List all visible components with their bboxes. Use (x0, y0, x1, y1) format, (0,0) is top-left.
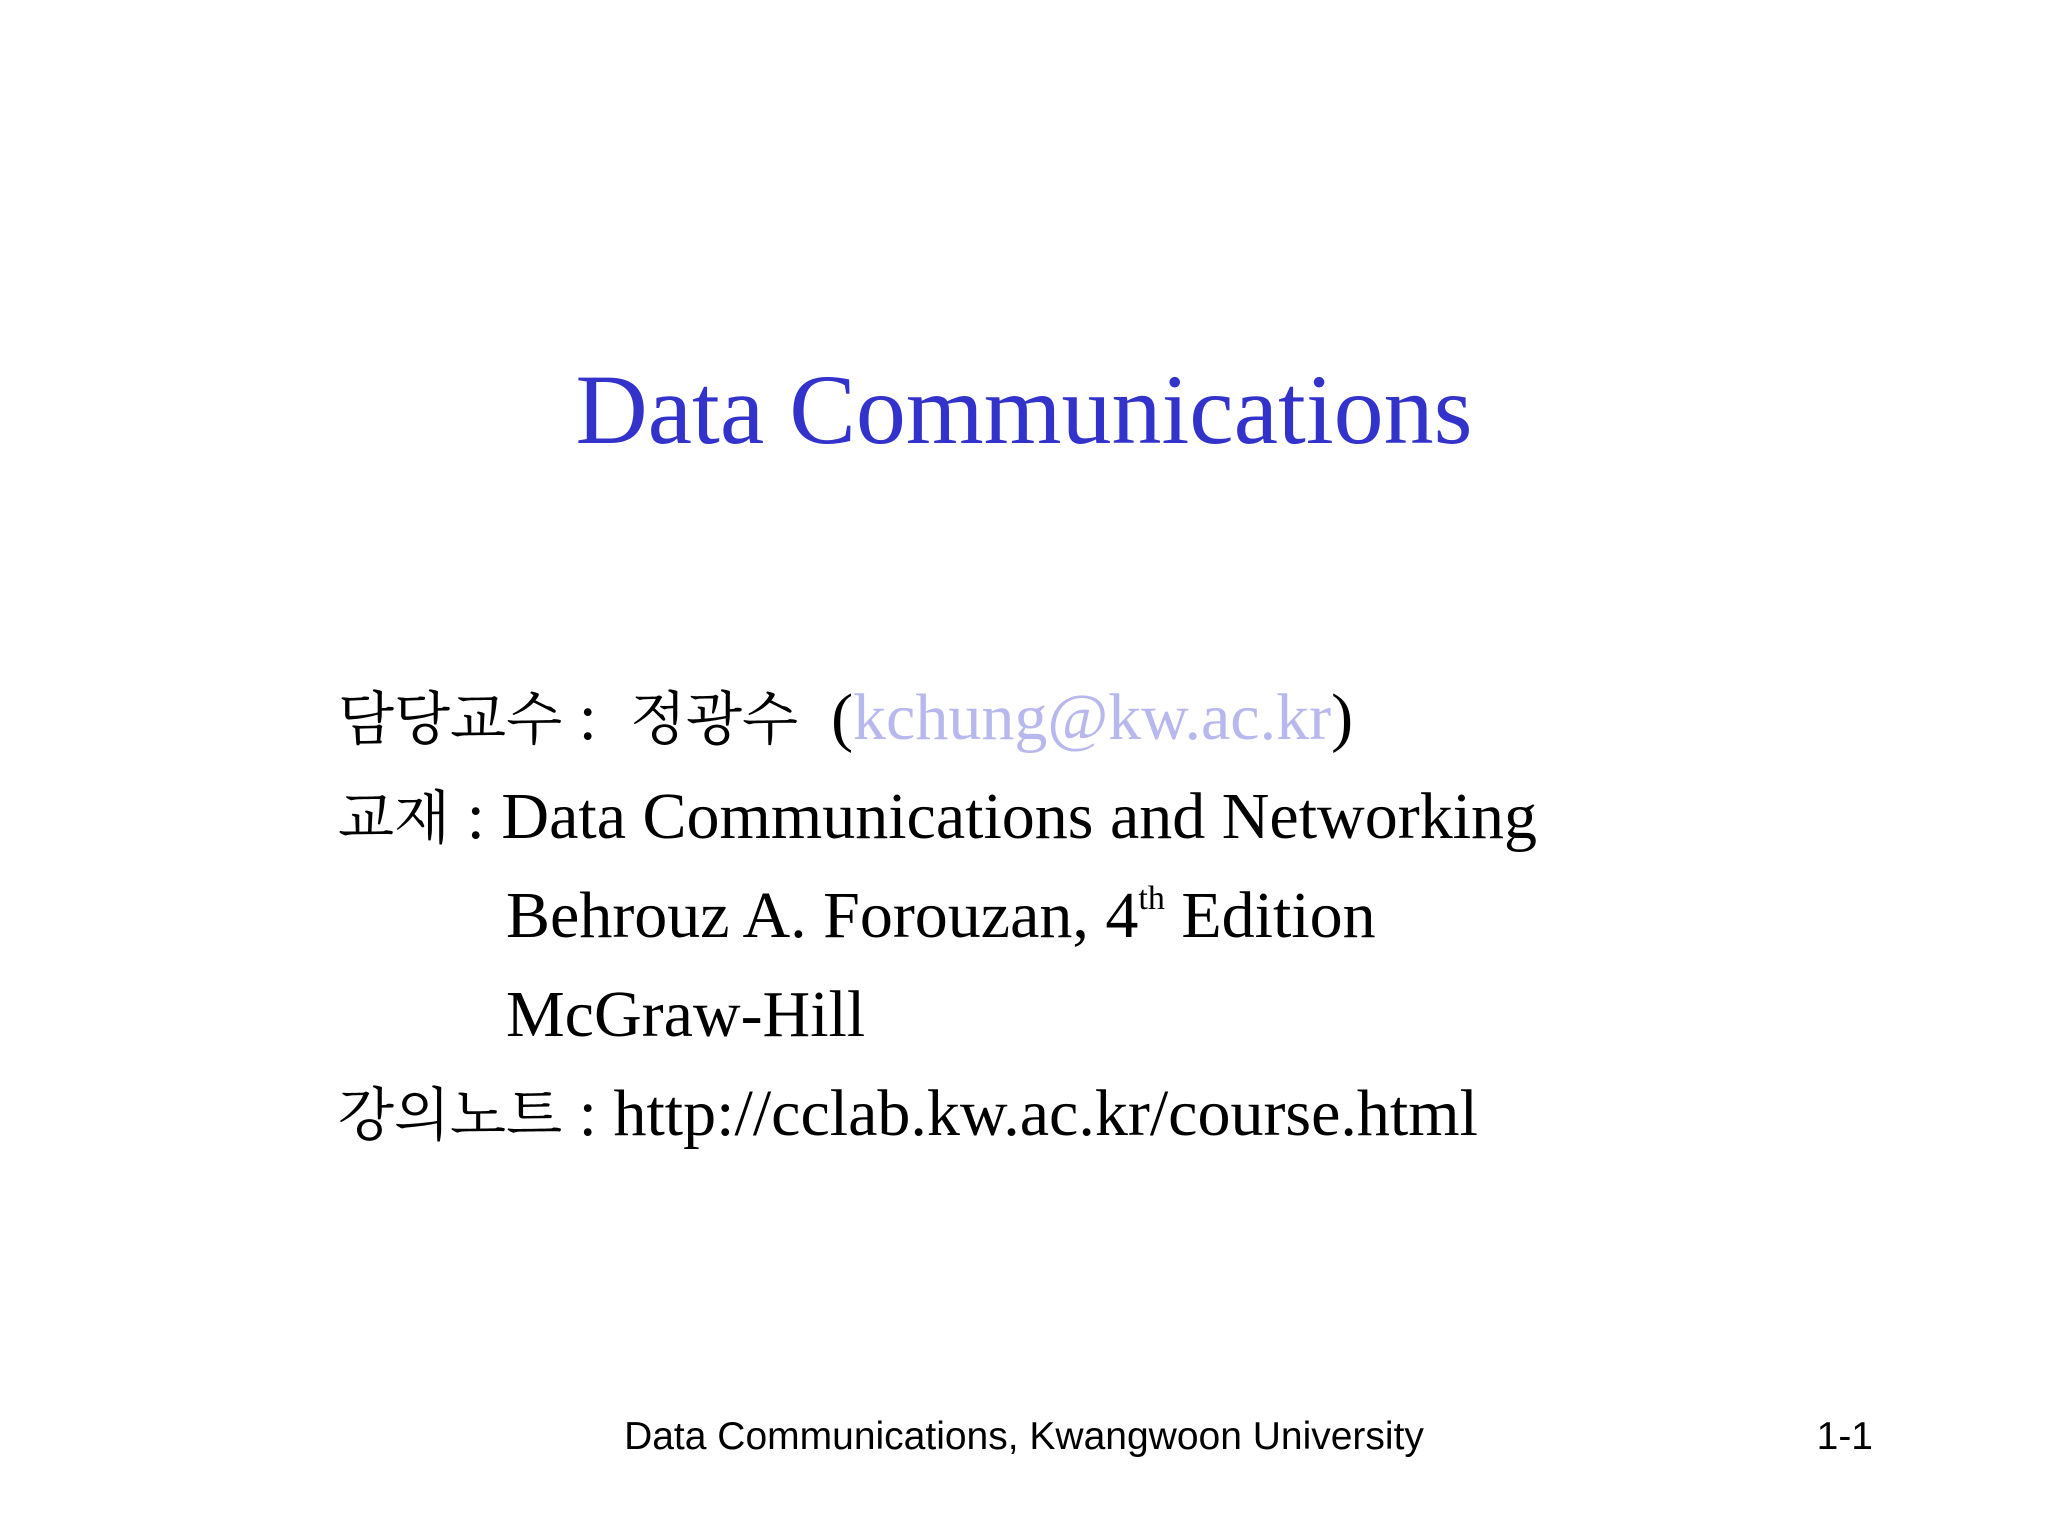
footer-caption: Data Communications, Kwangwoon University (624, 1415, 1424, 1458)
textbook-line (338, 767, 1838, 866)
slide-title: Data Communications (575, 354, 1473, 465)
email-close-paren: ) (1331, 681, 1354, 754)
textbook-publisher-line (338, 965, 1838, 1064)
lecture-notes-url[interactable]: http://cclab.kw.ac.kr/course.html (613, 1077, 1478, 1150)
slide-body (338, 668, 1838, 1163)
lecture-notes-separator: : (562, 1077, 614, 1150)
slide-number: 1-1 (1816, 1415, 1873, 1458)
textbook-author: Behrouz A. Forouzan, 4 (506, 879, 1139, 952)
lecture-notes-label: 강의노트 (338, 1081, 563, 1149)
edition-superscript: th (1138, 880, 1165, 917)
professor-line (338, 668, 1838, 767)
textbook-publisher: McGraw-Hill (506, 978, 866, 1051)
lecture-notes-line (338, 1064, 1838, 1163)
textbook-separator: : (450, 780, 502, 853)
textbook-title: Data Communications and Networking (501, 780, 1538, 853)
professor-separator: : (562, 681, 630, 754)
professor-name: 정광수 (629, 685, 799, 753)
textbook-author-line (338, 866, 1838, 965)
textbook-label: 교재 (338, 784, 451, 852)
edition-suffix: Edition (1164, 879, 1376, 952)
professor-email-link[interactable]: kchung@kw.ac.kr (853, 681, 1332, 754)
professor-label: 담당교수 (338, 685, 563, 753)
email-open-paren: ( (798, 681, 854, 754)
